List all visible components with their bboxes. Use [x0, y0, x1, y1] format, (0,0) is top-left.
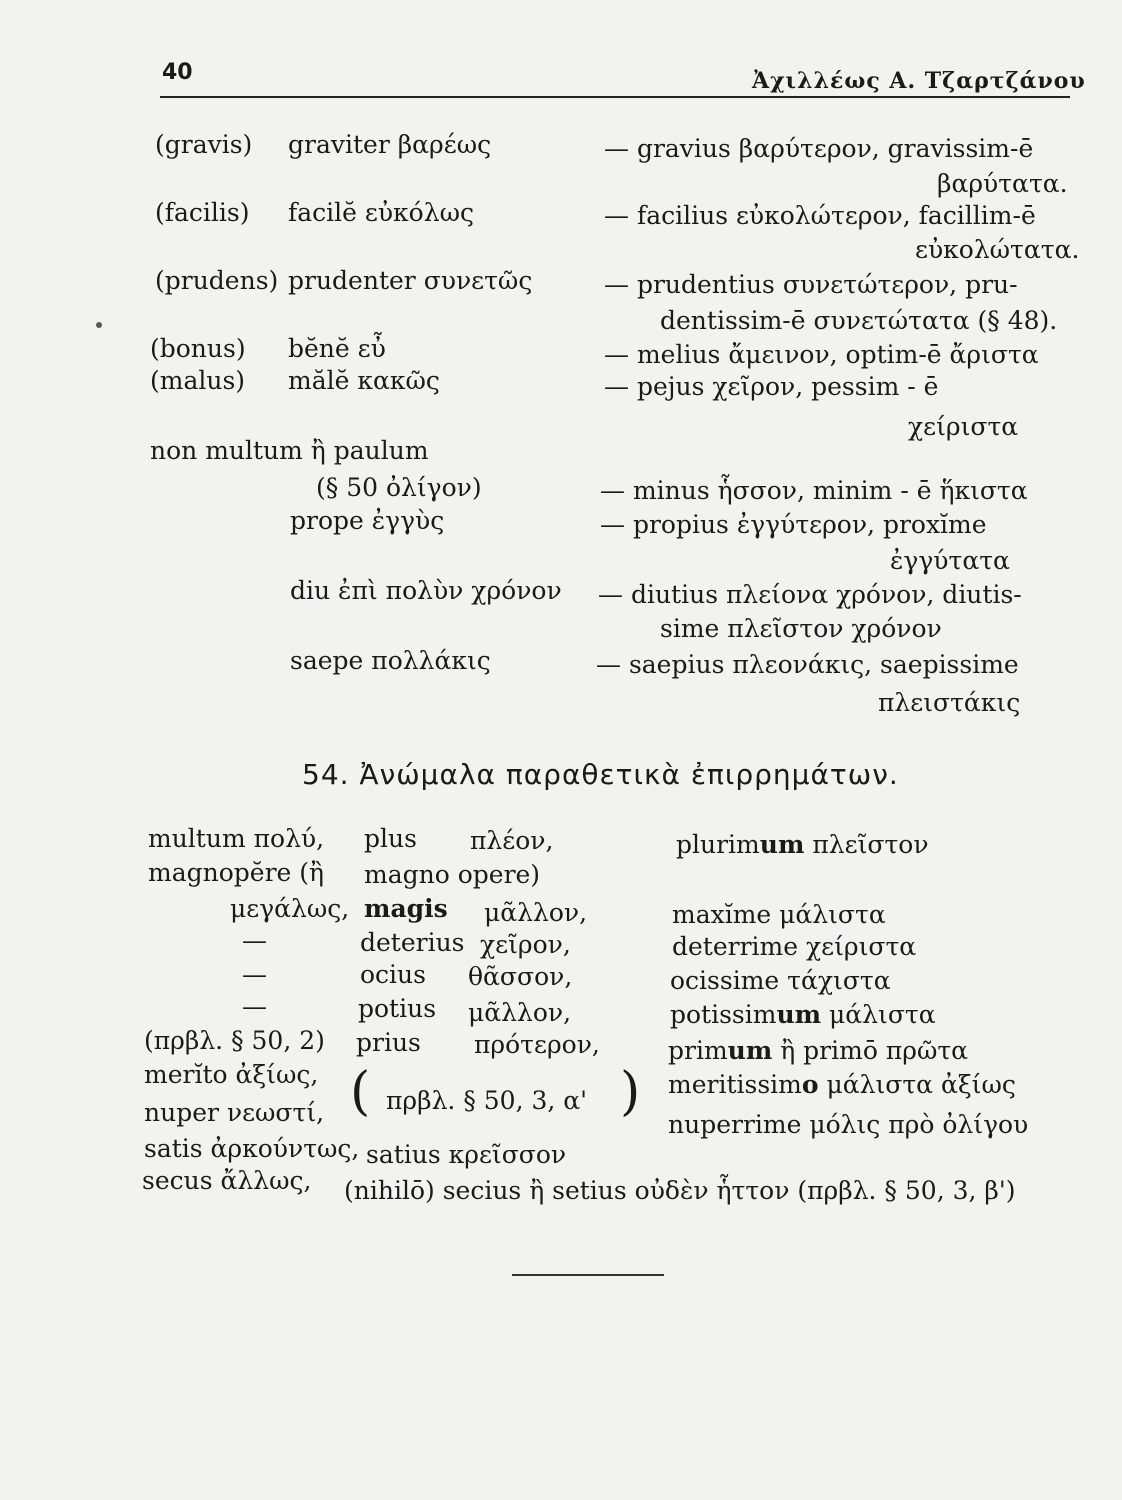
positive-adverb: non multum ἢ paulum [150, 436, 429, 465]
left-parenthesis: ( [350, 1062, 371, 1122]
comparative-greek: μᾶλλον, [468, 998, 572, 1027]
superlative: primum ἢ primō πρῶτα [668, 1036, 969, 1065]
positive-adverb: prope ἐγγὺς [290, 506, 445, 535]
comparative-greek: μᾶλλον, [484, 898, 588, 927]
superlative-continuation: χείριστα [908, 412, 1019, 441]
superlative: ocissime τάχιστα [670, 966, 891, 995]
comparative-superlative: — pejus χεῖρον, pessim - ē [604, 372, 939, 401]
cross-reference: πρβλ. § 50, 3, α' [386, 1086, 588, 1115]
comparative-superlative: — melius ἄμεινον, optim-ē ἄριστα [604, 340, 1039, 369]
comparative-superlative: — gravius βαρύτερον, gravissim-ē [604, 134, 1034, 163]
page-number: 40 [162, 60, 193, 85]
comparative-latin: deterius [360, 928, 465, 957]
comparative-superlative: — prudentius συνετώτερον, pru- [604, 270, 1018, 299]
superlative-continuation: βαρύτατα. [937, 169, 1068, 198]
superlative: plurimum πλεῖστον [676, 830, 929, 859]
superlative-continuation: εὐκολώτατα. [915, 235, 1080, 264]
comparative-greek: πρότερον, [474, 1030, 600, 1059]
positive-adverb: saepe πολλάκις [290, 646, 491, 675]
comparative-greek: θᾶσσον, [468, 962, 573, 991]
end-rule [512, 1274, 664, 1276]
adjective: (bonus) [150, 334, 246, 363]
section-title: 54. Ἀνώμαλα παραθετικὰ ἐπιρρημάτων. [302, 758, 899, 791]
adjective: (prudens) [155, 266, 279, 295]
comparative-superlative: — propius ἐγγύτερον, proxĭme [600, 510, 987, 539]
comparative-superlative: — diutius πλείονα χρόνον, diutis- [598, 580, 1022, 609]
comparative-greek: χεῖρον, [480, 930, 571, 959]
positive-adverb-note: (§ 50 ὀλίγον) [316, 473, 482, 502]
superlative: nuperrime μόλις πρὸ ὀλίγου [668, 1110, 1029, 1139]
positive-adverb: prudenter συνετῶς [288, 266, 533, 295]
comparative-latin: magis [364, 894, 448, 923]
dash: — [242, 960, 267, 989]
positive: secus ἄλλως, [142, 1166, 312, 1195]
comparative-latin: prius [356, 1028, 421, 1057]
positive: multum πολύ, [148, 824, 325, 853]
comparative-superlative: — facilius εὐκολώτερον, facillim-ē [604, 201, 1036, 230]
superlative-continuation: ἐγγύτατα [890, 546, 1010, 575]
positive: satis ἀρκούντως, [144, 1134, 360, 1163]
positive-adverb: diu ἐπὶ πολὺν χρόνον [290, 576, 562, 605]
positive-adverb: mălĕ κακῶς [288, 366, 440, 395]
positive-adverb: facilĕ εὐκόλως [288, 198, 474, 227]
positive: magnopĕre (ἢ [148, 858, 324, 887]
comparative-latin: potius [358, 994, 437, 1023]
superlative-continuation: sime πλεῖστον χρόνον [660, 614, 942, 643]
comparative-latin: (nihilō) secius ἢ setius οὐδὲν ἧττον (πρβλ. § 50, 3, β') [344, 1176, 1016, 1205]
right-parenthesis: ) [620, 1062, 641, 1122]
superlative-continuation: πλειστάκις [878, 688, 1021, 717]
dash: — [242, 992, 267, 1021]
positive: nuper νεωστί, [144, 1098, 325, 1127]
dash: — [242, 926, 267, 955]
positive: μεγάλως, [230, 894, 350, 923]
header-rule [160, 96, 1070, 98]
superlative: deterrime χείριστα [672, 932, 917, 961]
positive-adverb: graviter βαρέως [288, 130, 492, 159]
adjective: (malus) [150, 366, 246, 395]
comparative-greek: πλέον, [470, 826, 554, 855]
margin-dot [96, 322, 102, 328]
running-header-author: Ἀχιλλέως Α. Τζαρτζάνου [752, 68, 1086, 94]
superlative-continuation: dentissim-ē συνετώτατα (§ 48). [660, 306, 1058, 335]
adjective: (facilis) [155, 198, 250, 227]
positive-adverb: bĕnĕ εὖ [288, 334, 386, 363]
comparative-latin: magno opere) [364, 860, 541, 889]
superlative: maxĭme μάλιστα [672, 900, 886, 929]
comparative-latin: ocius [360, 960, 426, 989]
superlative: meritissimo μάλιστα ἀξίως [668, 1070, 1016, 1099]
comparative-superlative: — minus ἧσσον, minim - ē ἥκιστα [600, 476, 1028, 505]
comparison-note: (πρβλ. § 50, 2) [144, 1026, 325, 1055]
comparative-superlative: — saepius πλεονάκις, saepissime [596, 650, 1019, 679]
comparative-latin: satius κρεῖσσον [366, 1140, 567, 1169]
comparative-latin: plus [364, 824, 417, 853]
adjective: (gravis) [155, 130, 253, 159]
superlative: potissimum μάλιστα [670, 1000, 936, 1029]
positive: merĭto ἀξίως, [144, 1060, 319, 1089]
